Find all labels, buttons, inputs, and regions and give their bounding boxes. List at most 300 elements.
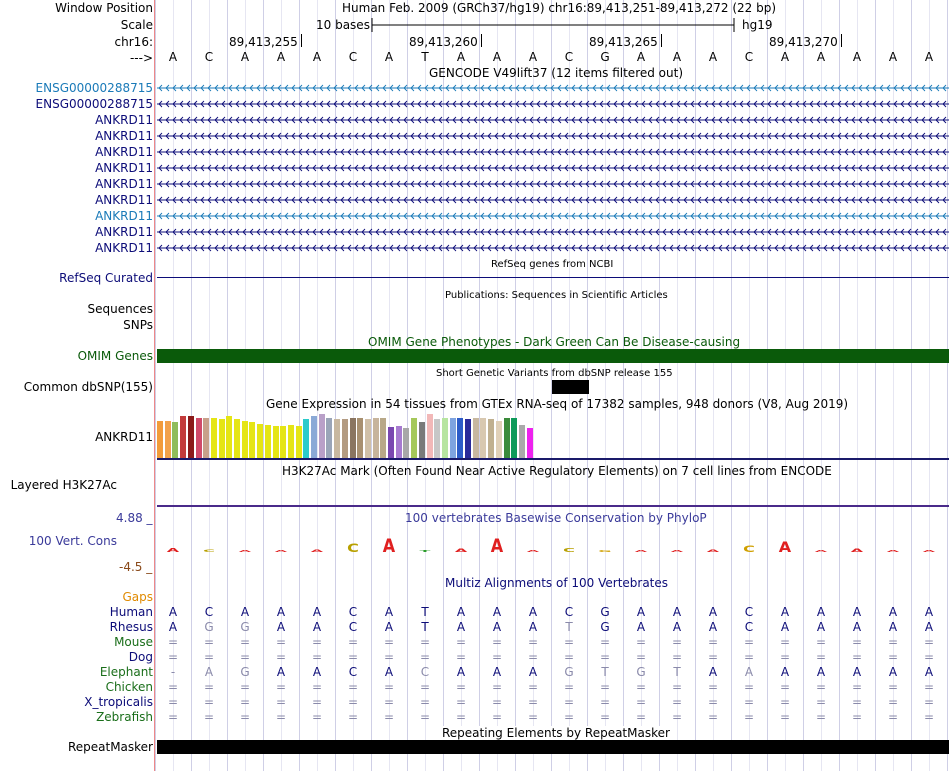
alignment-base: A (312, 665, 322, 679)
alignment-base: = (887, 635, 899, 649)
alignment-base: = (203, 710, 215, 724)
alignment-base: = (599, 695, 611, 709)
alignment-base: = (707, 680, 719, 694)
gtex-tissue-bar[interactable] (480, 418, 486, 458)
alignment-base: = (419, 650, 431, 664)
gtex-tissue-bar[interactable] (496, 421, 502, 458)
gene-label[interactable]: ANKRD11 (95, 129, 153, 143)
alignment-base: = (419, 680, 431, 694)
alignment-base: = (851, 695, 863, 709)
scale-bar (370, 17, 736, 33)
alignment-base: = (743, 635, 755, 649)
gtex-tissue-bar[interactable] (303, 419, 309, 458)
position-tick-mark (481, 34, 482, 47)
alignment-base: = (563, 635, 575, 649)
base-letter: A (492, 50, 502, 64)
gtex-tissue-bar[interactable] (504, 418, 510, 458)
alignment-base: A (168, 605, 178, 619)
alignment-base: = (347, 710, 359, 724)
alignment-base: A (708, 605, 718, 619)
gene-intron[interactable] (157, 146, 949, 158)
conservation-letter: C (563, 546, 575, 554)
alignment-base: A (276, 665, 286, 679)
alignment-base: A (492, 620, 502, 634)
alignment-base: = (635, 710, 647, 724)
alignment-base: - (170, 665, 176, 679)
species-label[interactable]: Human (109, 605, 153, 619)
alignment-base: A (888, 620, 898, 634)
gtex-tissue-bar[interactable] (273, 426, 279, 458)
gtex-tissue-bar[interactable] (511, 418, 517, 458)
strand-label: ---> (129, 51, 153, 65)
gene-label[interactable]: ENSG00000288715 (35, 97, 153, 111)
alignment-base: C (204, 605, 214, 619)
conservation-letter: A (922, 549, 936, 553)
repeatmasker-title: Repeating Elements by RepeatMasker (442, 726, 670, 740)
alignment-base: = (779, 710, 791, 724)
base-letter: C (564, 50, 574, 64)
alignment-base: A (276, 620, 286, 634)
h3k27ac-title: H3K27Ac Mark (Often Found Near Active Regulatory Elements) on 7 cell lines from ENCODE (282, 464, 832, 478)
alignment-base: = (275, 680, 287, 694)
base-letter: A (168, 50, 178, 64)
conservation-label[interactable]: 100 Vert. Cons (28, 534, 117, 548)
gtex-tissue-bar[interactable] (172, 422, 178, 458)
alignment-base: = (707, 695, 719, 709)
base-letter: A (276, 50, 286, 64)
gtex-tissue-bar[interactable] (419, 422, 425, 458)
alignment-base: A (492, 665, 502, 679)
conservation-letter: A (706, 548, 720, 553)
gene-label[interactable]: ANKRD11 (95, 241, 153, 255)
omim-label[interactable]: OMIM Genes (77, 349, 153, 363)
alignment-base: = (527, 710, 539, 724)
omim-bar[interactable] (157, 349, 949, 363)
alignment-base: = (599, 650, 611, 664)
alignment-base: = (599, 680, 611, 694)
gtex-tissue-bar[interactable] (334, 419, 340, 458)
conservation-letter: A (238, 549, 252, 553)
gtex-tissue-bar[interactable] (288, 425, 294, 458)
gtex-tissue-bar[interactable] (196, 418, 202, 458)
conservation-max: 4.88 _ (116, 511, 153, 525)
dbsnp-variant[interactable] (552, 380, 589, 394)
gene-intron[interactable] (157, 178, 949, 190)
alignment-base: G (240, 665, 250, 679)
gtex-tissue-bar[interactable] (388, 427, 394, 458)
alignment-base: = (671, 635, 683, 649)
alignment-base: = (851, 635, 863, 649)
base-letter: A (924, 50, 934, 64)
gtex-tissue-bar[interactable] (342, 419, 348, 458)
alignment-base: = (743, 650, 755, 664)
alignment-base: = (887, 650, 899, 664)
publications-title: Publications: Sequences in Scientific Articles (445, 290, 668, 301)
species-label[interactable]: X_tropicalis (84, 695, 153, 709)
alignment-base: = (743, 710, 755, 724)
alignment-base: = (851, 710, 863, 724)
alignment-base: = (203, 635, 215, 649)
alignment-base: T (421, 620, 429, 634)
alignment-base: = (239, 710, 251, 724)
gtex-tissue-bar[interactable] (450, 418, 456, 458)
alignment-base: A (456, 665, 466, 679)
gtex-tissue-bar[interactable] (157, 421, 163, 458)
alignment-base: = (707, 650, 719, 664)
alignment-base: = (167, 635, 179, 649)
gene-label[interactable]: ANKRD11 (95, 145, 153, 159)
conservation-logo[interactable] (155, 530, 950, 566)
gtex-tissue-bar[interactable] (296, 426, 302, 458)
gtex-tissue-bar[interactable] (319, 414, 325, 458)
gtex-tissue-bar[interactable] (373, 418, 379, 458)
repeatmasker-label[interactable]: RepeatMasker (67, 740, 153, 754)
alignment-base: G (600, 620, 610, 634)
alignment-base: = (563, 650, 575, 664)
alignment-base: A (384, 605, 394, 619)
alignment-base: = (923, 635, 935, 649)
alignment-base: = (599, 635, 611, 649)
alignment-base: = (671, 710, 683, 724)
alignment-base: = (347, 635, 359, 649)
gene-intron[interactable] (157, 194, 949, 206)
alignment-base: = (275, 710, 287, 724)
gene-intron[interactable] (157, 98, 949, 110)
base-letter: A (708, 50, 718, 64)
conservation-letter: A (166, 546, 180, 554)
alignment-base: = (527, 650, 539, 664)
gtex-tissue-bar[interactable] (280, 426, 286, 458)
alignment-base: T (421, 605, 429, 619)
scale-assembly: hg19 (742, 18, 773, 32)
gtex-tissue-bar[interactable] (442, 418, 448, 458)
alignment-base: = (491, 710, 503, 724)
gtex-tissue-bar[interactable] (265, 425, 271, 458)
gencode-title: GENCODE V49lift37 (12 items filtered out) (429, 66, 684, 80)
alignment-base: = (563, 710, 575, 724)
base-letter: A (636, 50, 646, 64)
gene-intron[interactable] (157, 130, 949, 142)
base-letter: A (384, 50, 394, 64)
alignment-base: C (564, 605, 574, 619)
alignment-base: A (780, 605, 790, 619)
alignment-base: A (852, 665, 862, 679)
conservation-letter: A (778, 538, 792, 556)
alignment-base: = (923, 710, 935, 724)
alignment-base: C (348, 665, 358, 679)
gtex-tissue-bar[interactable] (180, 416, 186, 458)
conservation-letter: C (743, 544, 755, 555)
alignment-base: = (815, 695, 827, 709)
alignment-base: A (456, 605, 466, 619)
alignment-base: = (743, 680, 755, 694)
alignment-base: A (636, 605, 646, 619)
alignment-base: A (384, 665, 394, 679)
gene-label[interactable]: ANKRD11 (95, 209, 153, 223)
alignment-base: G (636, 665, 646, 679)
alignment-base: = (887, 695, 899, 709)
alignment-base: = (419, 635, 431, 649)
alignment-base: = (275, 695, 287, 709)
gtex-tissue-bar[interactable] (465, 419, 471, 458)
alignment-base: G (600, 605, 610, 619)
refseq-title: RefSeq genes from NCBI (491, 259, 614, 270)
alignment-base: = (779, 635, 791, 649)
base-letter: A (528, 50, 538, 64)
conservation-letter: A (634, 549, 648, 553)
alignment-base: = (455, 710, 467, 724)
conservation-letter: A (310, 548, 324, 553)
alignment-base: = (815, 635, 827, 649)
conservation-letter: A (814, 549, 828, 553)
alignment-base: = (239, 680, 251, 694)
gene-label[interactable]: ANKRD11 (95, 177, 153, 191)
gtex-tissue-bar[interactable] (249, 422, 255, 458)
alignment-base: = (383, 680, 395, 694)
alignment-base: = (455, 635, 467, 649)
dbsnp-title: Short Genetic Variants from dbSNP release 155 (436, 368, 673, 379)
alignment-base: A (780, 665, 790, 679)
gtex-tissue-bar[interactable] (411, 418, 417, 458)
alignment-base: A (528, 665, 538, 679)
gtex-tissue-bar[interactable] (403, 428, 409, 458)
alignment-base: = (383, 710, 395, 724)
alignment-base: = (203, 695, 215, 709)
gtex-tissue-bar[interactable] (427, 414, 433, 458)
gene-intron[interactable] (157, 226, 949, 238)
window-position-label: Window Position (55, 1, 153, 15)
alignment-base: = (167, 710, 179, 724)
conservation-letter: A (850, 547, 864, 554)
gene-intron[interactable] (157, 242, 949, 254)
gene-intron[interactable] (157, 162, 949, 174)
alignment-base: = (527, 680, 539, 694)
position-tick-label: 89,413,260 (409, 35, 478, 49)
alignment-base: = (779, 650, 791, 664)
alignment-base: A (276, 605, 286, 619)
alignment-base: = (707, 710, 719, 724)
alignment-base: A (708, 665, 718, 679)
alignment-base: = (491, 635, 503, 649)
alignment-base: = (203, 650, 215, 664)
alignment-base: = (923, 650, 935, 664)
species-label[interactable]: Elephant (99, 665, 153, 679)
gtex-tissue-bar[interactable] (519, 425, 525, 458)
gtex-tissue-bar[interactable] (473, 418, 479, 458)
base-letter: G (600, 50, 610, 64)
alignment-base: A (168, 620, 178, 634)
position-tick-label: 89,413,270 (769, 35, 838, 49)
conservation-letter: A (526, 549, 540, 553)
alignment-base: = (455, 680, 467, 694)
alignment-base: G (204, 620, 214, 634)
species-label[interactable]: Dog (128, 650, 153, 664)
conservation-letter: G (598, 549, 612, 553)
snps-label[interactable]: SNPs (123, 318, 153, 332)
gtex-tissue-bar[interactable] (226, 416, 232, 458)
sequences-label[interactable]: Sequences (87, 302, 153, 316)
alignment-base: = (671, 695, 683, 709)
alignment-base: = (815, 710, 827, 724)
conservation-letter: A (382, 535, 396, 558)
alignment-base: A (456, 620, 466, 634)
species-label[interactable]: Mouse (114, 635, 153, 649)
alignment-base: = (779, 680, 791, 694)
gtex-tissue-bar[interactable] (257, 424, 263, 458)
species-label[interactable]: Rhesus (109, 620, 153, 634)
alignment-base: = (167, 695, 179, 709)
alignment-base: = (491, 680, 503, 694)
gtex-tissue-bar[interactable] (165, 421, 171, 458)
gtex-tissue-bar[interactable] (219, 419, 225, 458)
alignment-base: = (491, 650, 503, 664)
base-letter: A (888, 50, 898, 64)
h3k27ac-label[interactable]: Layered H3K27Ac (10, 478, 117, 492)
alignment-base: = (275, 650, 287, 664)
position-tick-mark (301, 34, 302, 47)
gtex-tissue-bar[interactable] (488, 419, 494, 458)
alignment-base: = (707, 635, 719, 649)
base-letter: A (312, 50, 322, 64)
alignment-base: = (167, 680, 179, 694)
alignment-base: A (816, 605, 826, 619)
gene-label[interactable]: ANKRD11 (95, 161, 153, 175)
alignment-base: = (239, 695, 251, 709)
alignment-base: = (635, 680, 647, 694)
alignment-base: C (348, 620, 358, 634)
gtex-tissue-bar[interactable] (527, 428, 533, 458)
gtex-title: Gene Expression in 54 tissues from GTEx RNA-seq of 17382 samples, 948 donors (V8, Aug 2019) (266, 397, 849, 411)
alignment-base: = (311, 695, 323, 709)
alignment-base: = (419, 695, 431, 709)
alignment-base: = (311, 650, 323, 664)
alignment-base: = (275, 635, 287, 649)
conservation-letter: A (886, 549, 900, 553)
gtex-tissue-bar[interactable] (434, 419, 440, 458)
alignment-base: = (563, 695, 575, 709)
dbsnp-label[interactable]: Common dbSNP(155) (23, 380, 153, 394)
gene-label[interactable]: ENSG00000288715 (35, 81, 153, 95)
alignment-base: = (383, 635, 395, 649)
alignment-base: = (923, 680, 935, 694)
alignment-base: = (203, 680, 215, 694)
gene-label[interactable]: ANKRD11 (95, 193, 153, 207)
alignment-base: = (743, 695, 755, 709)
alignment-base: = (599, 710, 611, 724)
base-letter: T (421, 50, 429, 64)
window-position-value: Human Feb. 2009 (GRCh37/hg19) chr16:89,413,251-89,413,272 (22 bp) (342, 1, 777, 15)
position-tick-mark (661, 34, 662, 47)
alignment-base: = (815, 680, 827, 694)
gtex-tissue-bar[interactable] (396, 426, 402, 458)
alignment-base: A (240, 605, 250, 619)
gtex-tissue-bar[interactable] (311, 416, 317, 458)
alignment-base: = (311, 710, 323, 724)
alignment-base: = (563, 680, 575, 694)
gtex-tissue-bar[interactable] (326, 418, 332, 458)
alignment-base: = (923, 695, 935, 709)
gene-label[interactable]: ANKRD11 (95, 225, 153, 239)
position-tick-label: 89,413,255 (229, 35, 298, 49)
conservation-letter: A (454, 547, 468, 554)
gene-label[interactable]: ANKRD11 (95, 113, 153, 127)
alignment-base: T (673, 665, 681, 679)
gtex-tissue-bar[interactable] (203, 418, 209, 458)
alignment-base: = (671, 680, 683, 694)
alignment-base: = (887, 710, 899, 724)
gtex-tissue-bar[interactable] (357, 418, 363, 458)
species-label[interactable]: Chicken (105, 680, 153, 694)
alignment-base: A (672, 605, 682, 619)
alignment-base: = (635, 635, 647, 649)
gaps-label: Gaps (122, 590, 153, 604)
alignment-base: = (491, 695, 503, 709)
conservation-title: 100 vertebrates Basewise Conservation by PhyloP (405, 511, 707, 525)
gtex-tissue-bar[interactable] (380, 418, 386, 458)
gtex-tissue-bar[interactable] (350, 418, 356, 458)
alignment-base: = (815, 650, 827, 664)
alignment-base: A (852, 605, 862, 619)
alignment-base: A (204, 665, 214, 679)
repeatmasker-bar[interactable] (157, 740, 949, 754)
gtex-tissue-bar[interactable] (457, 418, 463, 458)
alignment-base: = (851, 650, 863, 664)
gtex-tissue-bar[interactable] (188, 416, 194, 458)
alignment-base: A (744, 665, 754, 679)
scale-label: Scale (120, 18, 153, 32)
base-letter: A (780, 50, 790, 64)
gtex-tissue-bar[interactable] (242, 421, 248, 458)
alignment-base: = (239, 650, 251, 664)
refseq-label[interactable]: RefSeq Curated (59, 271, 153, 285)
multiz-title: Multiz Alignments of 100 Vertebrates (445, 576, 669, 590)
alignment-base: C (744, 620, 754, 634)
alignment-base: A (672, 620, 682, 634)
alignment-base: A (888, 605, 898, 619)
gtex-label[interactable]: ANKRD11 (95, 430, 153, 444)
alignment-base: G (240, 620, 250, 634)
gene-intron[interactable] (157, 82, 949, 94)
refseq-line (157, 277, 949, 278)
gtex-tissue-bar[interactable] (234, 419, 240, 458)
alignment-base: = (635, 695, 647, 709)
alignment-base: = (527, 635, 539, 649)
gtex-tissue-bar[interactable] (211, 418, 217, 458)
conservation-letter: T (419, 549, 431, 553)
gene-intron[interactable] (157, 210, 949, 222)
position-tick-mark (841, 34, 842, 47)
alignment-base: T (565, 620, 573, 634)
conservation-letter: A (670, 549, 684, 553)
conservation-letter: C (347, 542, 359, 556)
h3k27ac-signal (157, 505, 949, 507)
alignment-base: = (347, 650, 359, 664)
chrom-label: chr16: (114, 35, 153, 49)
alignment-base: A (852, 620, 862, 634)
alignment-base: A (528, 620, 538, 634)
conservation-min: -4.5 _ (119, 560, 153, 574)
species-label[interactable]: Zebrafish (96, 710, 153, 724)
alignment-base: = (419, 710, 431, 724)
alignment-base: = (347, 680, 359, 694)
gtex-tissue-bar[interactable] (365, 419, 371, 458)
alignment-base: = (527, 695, 539, 709)
alignment-base: A (924, 620, 934, 634)
alignment-base: C (744, 605, 754, 619)
alignment-base: = (455, 695, 467, 709)
alignment-base: A (816, 665, 826, 679)
gene-intron[interactable] (157, 114, 949, 126)
